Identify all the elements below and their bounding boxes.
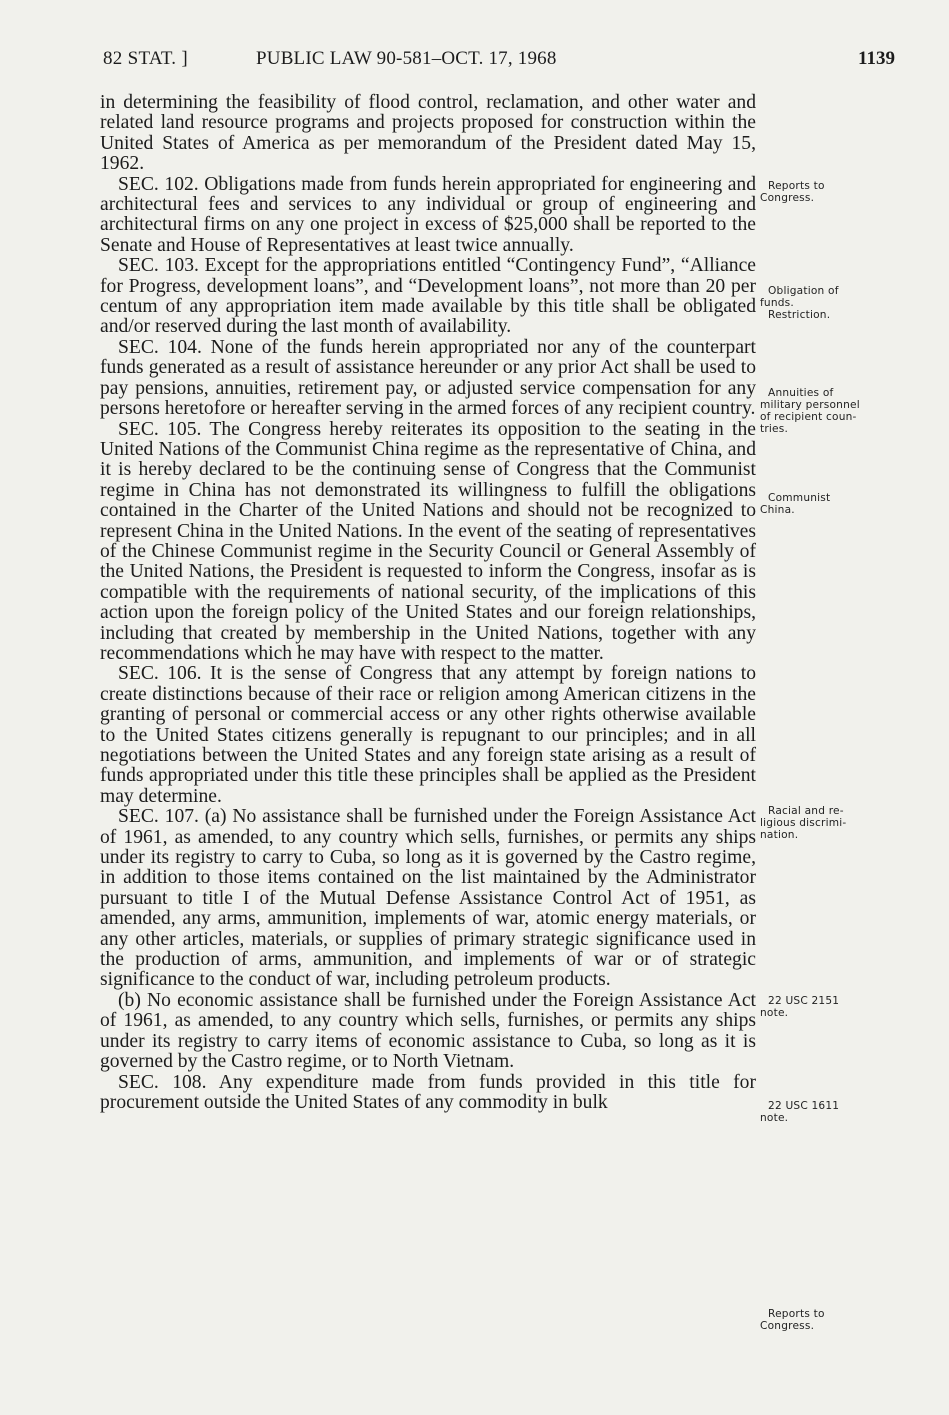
margin-note-line: funds. xyxy=(760,297,794,309)
margin-note-line: tries. xyxy=(760,423,789,435)
margin-note-reports-to-congress xyxy=(760,180,880,204)
margin-note-line: 22 USC 2151 xyxy=(768,995,840,1007)
section-108: SEC. 108. Any expenditure made from funds provided in this title for procurement outside the United States of any commodity in bulk xyxy=(100,1071,756,1113)
margin-note-line: Communist xyxy=(768,492,831,504)
margin-note-line: note. xyxy=(760,1007,789,1019)
margin-note-line: Obligation of xyxy=(768,285,839,297)
running-title: PUBLIC LAW 90-581–OCT. 17, 1968 xyxy=(256,48,557,69)
margin-note-obligation-of-funds xyxy=(760,285,880,321)
margin-note-line: China. xyxy=(760,504,795,516)
margin-note-reports-to-congress-2 xyxy=(760,1308,880,1332)
margin-note-line: 22 USC 1611 xyxy=(768,1100,840,1112)
margin-note-line: Annuities of xyxy=(768,387,834,399)
margin-note-line: Racial and re- xyxy=(768,805,844,817)
margin-note-line: Restriction. xyxy=(768,309,831,321)
page-header xyxy=(0,48,949,78)
margin-note-line: of recipient coun- xyxy=(760,411,857,423)
section-106: SEC. 106. It is the sense of Congress that any attempt by foreign nations to create distinctions because of their race or religion among American citizens in the granting of personal or commercial access or any other rights otherwise available to the United States citizens generally is repugnant to our principles; and in all negotiations between the United States and any foreign state arising as a result of funds appropriated under this title these principles shall be applied as the President may determine. xyxy=(100,663,756,807)
body-text xyxy=(100,93,756,1113)
margin-note-line: military personnel xyxy=(760,399,860,411)
margin-note-line: Congress. xyxy=(760,1320,815,1332)
margin-note-communist-china xyxy=(760,492,880,516)
section-107-a: SEC. 107. (a) No assistance shall be furnished under the Foreign Assistance Act of 1961, as amended, to any country which sells, furnishes, or permits any ships under its registry to carry to Cuba, so long as it is governed by the Castro regime, in addition to those items contained on the list maintained by the Administrator pursuant to title I of the Mutual Defense Assistance Control Act of 1951, as amended, any arms, ammunition, implements of war, atomic energy materials, or any other articles, materials, or supplies of primary strategic significance used in the production of arms, ammunition, and implements of war or of strategic significance to the conduct of war, including petroleum products. xyxy=(100,806,756,991)
margin-note-racial-discrimination xyxy=(760,805,880,841)
page-number: 1139 xyxy=(858,48,895,69)
margin-note-line: nation. xyxy=(760,829,799,841)
section-102: SEC. 102. Obligations made from funds herein appropriated for engineering and architectural fees and services to any individual or group of engineering and architectural firms on any one project in excess of $25,000 shall be reported to the Senate and House of Representatives at least twice annually. xyxy=(100,173,756,256)
margin-note-line: Reports to xyxy=(768,180,825,192)
margin-note-annuities xyxy=(760,387,880,435)
section-104: SEC. 104. None of the funds herein appropriated nor any of the counterpart funds generated as a result of assistance hereunder or any prior Act shall be used to pay pensions, annuities, retirement pay, or adjusted service compensation for any persons heretofore or hereafter serving in the armed forces of any recipient country. xyxy=(100,336,756,420)
statute-reference: 82 STAT. ] xyxy=(103,48,189,69)
margin-note-line: ligious discrimi- xyxy=(760,817,847,829)
paragraph-continuation: in determining the feasibility of flood control, reclamation, and other water and related land resource programs and projects proposed for construction within the United States of America as per memorandum of the President dated May 15, 1962. xyxy=(100,92,756,175)
margin-note-line: Reports to xyxy=(768,1308,825,1320)
margin-note-line: note. xyxy=(760,1112,789,1124)
section-107-b: (b) No economic assistance shall be furnished under the Foreign Assistance Act of 1961, as amended, to any country which sells, furnishes, or permits any ships under its registry to carry items of economic assistance to Cuba, so long as it is governed by the Castro regime, or to North Vietnam. xyxy=(100,989,756,1073)
section-105: SEC. 105. The Congress hereby reiterates its opposition to the seating in the United Nations of the Communist China regime as the representative of China, and it is hereby declared to be the continuing sense of Congress that the Communist regime in China has not demonstrated its willingness to fulfill the obligations contained in the Charter of the United Nations and should not be recognized to represent China in the United Nations. In the event of the seating of representatives of the Chinese Communist regime in the Security Council or General Assembly of the United Nations, the President is requested to inform the Congress, insofar as is compatible with the requirements of national security, of the implications of this action upon the foreign policy of the United States and our foreign relationships, including that created by membership in the United Nations, together with any recommendations which he may have with respect to the matter. xyxy=(100,418,756,664)
margin-note-line: Congress. xyxy=(760,192,815,204)
section-103: SEC. 103. Except for the appropriations entitled “Contingency Fund”, “Alliance for Progress, development loans”, and “Development loans”, not more than 20 per centum of any appropriation item made available by this title shall be obligated and/or reserved during the last month of availability. xyxy=(100,255,756,338)
margin-note-22-usc-2151 xyxy=(760,995,880,1019)
margin-note-22-usc-1611 xyxy=(760,1100,880,1124)
